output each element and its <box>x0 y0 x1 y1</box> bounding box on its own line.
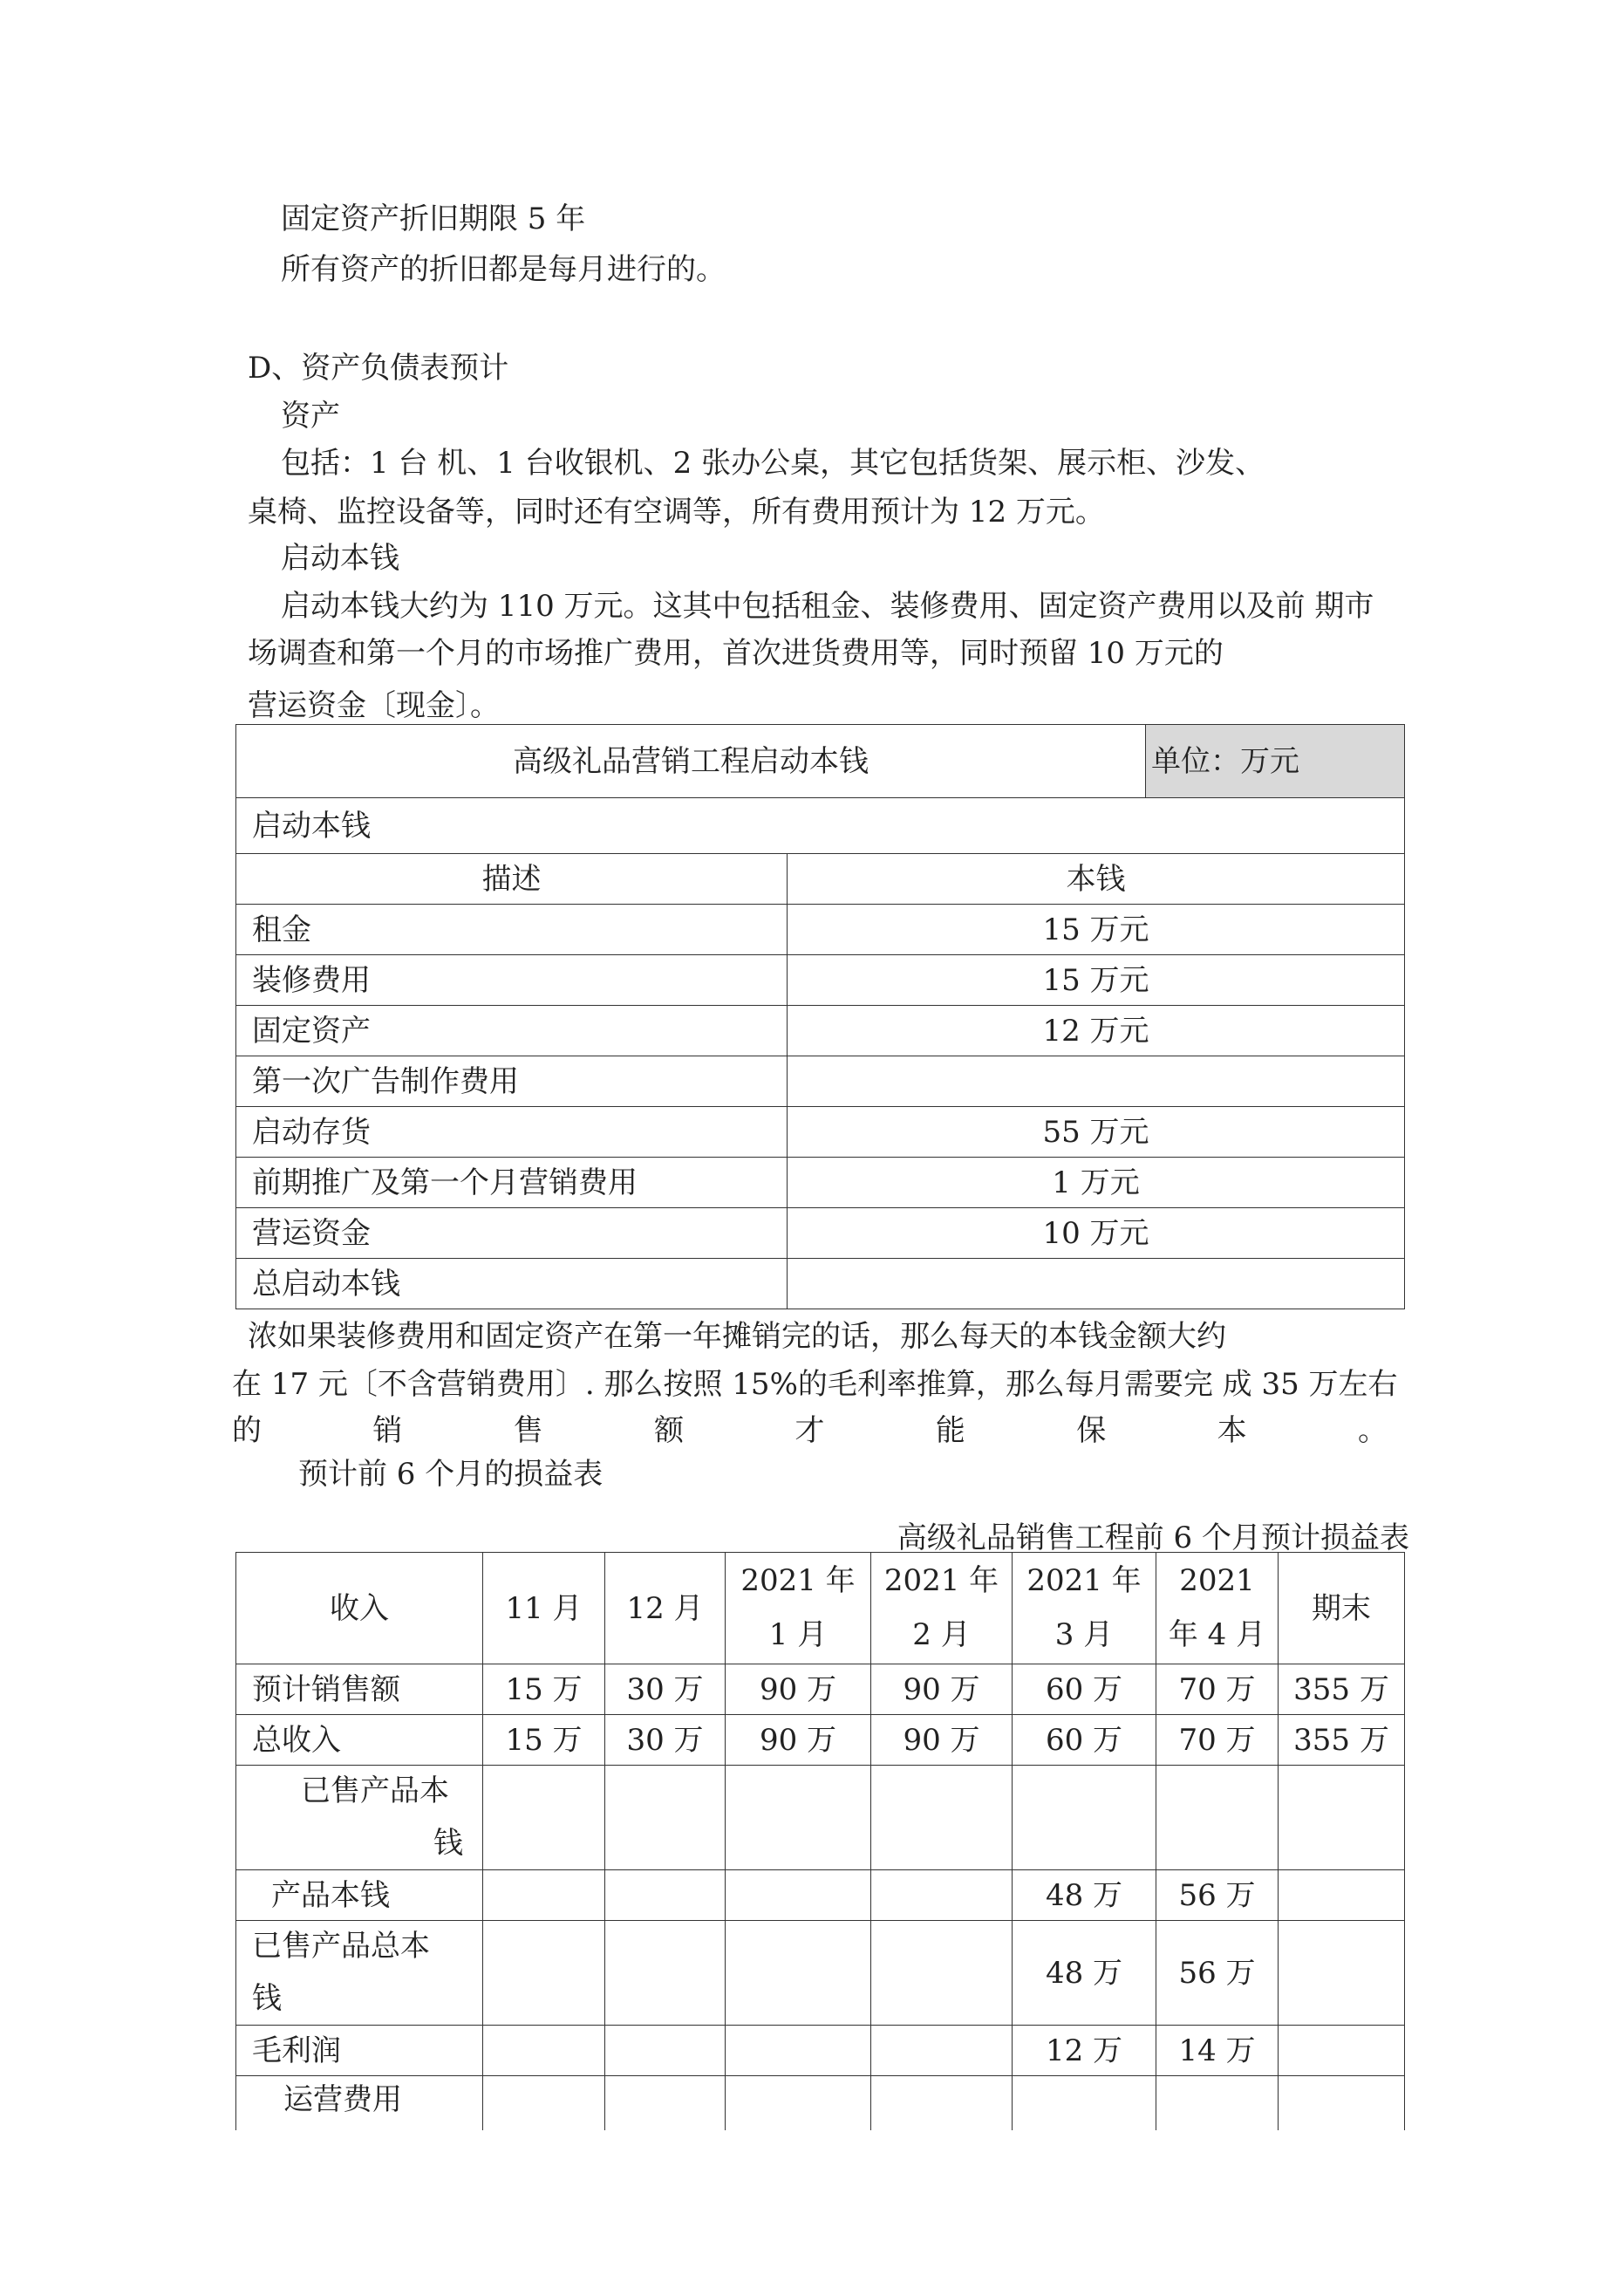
table-row <box>236 1006 1405 1056</box>
cell: 355 万 <box>1279 1664 1405 1715</box>
row-label <box>236 1921 483 2026</box>
header-month-year: 2021 年 <box>740 1563 856 1599</box>
header-month-month: 1 月 <box>768 1616 828 1652</box>
column-header-cost: 本钱 <box>788 854 1405 905</box>
char: 售 <box>513 1413 543 1448</box>
cell: 56 万 <box>1156 1870 1279 1921</box>
row-desc: 前期推广及第一个月营销费用 <box>236 1158 788 1208</box>
row-label: 预计销售额 <box>236 1664 483 1715</box>
cell: 70 万 <box>1156 1664 1279 1715</box>
header-month <box>1156 1553 1279 1664</box>
row-label-line: 已售产品本 <box>301 1773 449 1808</box>
table-row <box>236 1107 1405 1158</box>
row-desc: 启动存货 <box>236 1107 788 1158</box>
text-startup-2: 场调查和第一个月的市场推广费用，首次进货费用等，同时预留 10 万元的 <box>248 636 1224 671</box>
header-month: 12 月 <box>605 1553 726 1664</box>
cell: 15 万 <box>483 1715 605 1766</box>
cell <box>726 2076 871 2130</box>
cell: 30 万 <box>605 1664 726 1715</box>
row-cost: 10 万元 <box>788 1208 1405 1259</box>
text-assets-2: 桌椅、监控设备等，同时还有空调等，所有费用预计为 12 万元。 <box>248 495 1105 530</box>
table-row <box>236 1766 1405 1870</box>
header-month-month: 3 月 <box>1054 1616 1114 1652</box>
header-month-year: 2021 年 <box>883 1563 999 1599</box>
text-monthly-depreciation: 所有资产的折旧都是每月进行的。 <box>281 252 726 287</box>
cell: 90 万 <box>871 1715 1013 1766</box>
cell <box>726 1870 871 1921</box>
row-cost: 1 万元 <box>788 1158 1405 1208</box>
text-startup-3: 营运资金〔现金〕。 <box>248 688 500 723</box>
row-label-line: 钱 <box>433 1825 463 1861</box>
text-depreciation-period: 固定资产折旧期限 5 年 <box>281 202 586 236</box>
table-row <box>236 1259 1405 1309</box>
table-row <box>236 1870 1405 1921</box>
cell <box>726 2026 871 2076</box>
cell: 48 万 <box>1013 1870 1156 1921</box>
table-row <box>236 1158 1405 1208</box>
char: 销 <box>372 1413 403 1448</box>
cell: 12 万 <box>1013 2026 1156 2076</box>
row-label-line: 钱 <box>252 1980 282 2016</box>
row-label: 运营费用 <box>236 2076 483 2130</box>
row-desc: 固定资产 <box>236 1006 788 1056</box>
char: 本 <box>1217 1413 1247 1448</box>
cell <box>871 1870 1013 1921</box>
row-cost: 55 万元 <box>788 1107 1405 1158</box>
header-month <box>1013 1553 1156 1664</box>
header-month-year: 2021 年 <box>1026 1563 1142 1599</box>
section-heading-d: D、资产负债表预计 <box>248 351 509 386</box>
table-row <box>236 955 1405 1006</box>
pl-table <box>235 1552 1405 2130</box>
table-row <box>236 2076 1405 2130</box>
cell <box>483 1766 605 1870</box>
header-month-month: 年 4 月 <box>1168 1616 1266 1652</box>
cell: 30 万 <box>605 1715 726 1766</box>
row-desc: 装修费用 <box>236 955 788 1006</box>
startup-cost-table <box>235 724 1405 1309</box>
cell <box>1013 1766 1156 1870</box>
char: 保 <box>1076 1413 1107 1448</box>
char: 的 <box>232 1413 262 1448</box>
row-cost <box>788 1259 1405 1309</box>
row-cost: 15 万元 <box>788 955 1405 1006</box>
cell <box>1279 2026 1405 2076</box>
cell <box>871 1766 1013 1870</box>
cell: 14 万 <box>1156 2026 1279 2076</box>
cell <box>483 1921 605 2026</box>
char: 。 <box>1358 1413 1388 1448</box>
cell <box>871 2076 1013 2130</box>
text-after-table-2: 在 17 元〔不含营销费用〕. 那么按照 15%的毛利率推算，那么每月需要完 成 35 万左右 <box>232 1367 1398 1402</box>
table-row <box>236 1715 1405 1766</box>
table-row <box>236 905 1405 955</box>
table-row <box>236 1664 1405 1715</box>
text-assets-1: 包括：1 台 机、1 台收银机、2 张办公桌，其它包括货架、展示柜、沙发、 <box>281 446 1265 481</box>
label-startup-cost: 启动本钱 <box>281 541 399 576</box>
startup-table-section: 启动本钱 <box>236 798 1405 854</box>
cell: 90 万 <box>726 1664 871 1715</box>
cell: 60 万 <box>1013 1715 1156 1766</box>
text-after-table-1: 浓如果装修费用和固定资产在第一年摊销完的话，那么每天的本钱金额大约 <box>248 1319 1226 1354</box>
header-month <box>871 1553 1013 1664</box>
row-label: 产品本钱 <box>236 1870 483 1921</box>
cell <box>605 2026 726 2076</box>
cell <box>1279 1870 1405 1921</box>
cell: 90 万 <box>871 1664 1013 1715</box>
cell <box>1279 1766 1405 1870</box>
cell <box>871 2026 1013 2076</box>
header-income: 收入 <box>236 1553 483 1664</box>
cell <box>605 1766 726 1870</box>
header-month: 11 月 <box>483 1553 605 1664</box>
cell <box>605 2076 726 2130</box>
cell <box>483 2076 605 2130</box>
table-row <box>236 1921 1405 2026</box>
row-label: 总收入 <box>236 1715 483 1766</box>
cell <box>726 1766 871 1870</box>
text-after-table-3 <box>232 1413 1388 1448</box>
row-cost: 12 万元 <box>788 1006 1405 1056</box>
header-month-month: 2 月 <box>912 1616 971 1652</box>
row-cost <box>788 1056 1405 1107</box>
cell <box>605 1921 726 2026</box>
row-label <box>236 1766 483 1870</box>
row-desc: 第一次广告制作费用 <box>236 1056 788 1107</box>
text-pl-intro: 预计前 6 个月的损益表 <box>298 1457 604 1492</box>
header-month <box>726 1553 871 1664</box>
cell <box>483 2026 605 2076</box>
cell: 355 万 <box>1279 1715 1405 1766</box>
cell: 56 万 <box>1156 1921 1279 2026</box>
char: 才 <box>794 1413 825 1448</box>
cell <box>1156 1766 1279 1870</box>
row-label-line: 已售产品总本 <box>252 1929 430 1964</box>
cell <box>605 1870 726 1921</box>
header-month-year: 2021 <box>1179 1563 1255 1599</box>
startup-table-unit: 单位：万元 <box>1146 725 1405 798</box>
cell <box>871 1921 1013 2026</box>
cell <box>1279 1921 1405 2026</box>
header-end: 期末 <box>1279 1553 1405 1664</box>
row-desc: 总启动本钱 <box>236 1259 788 1309</box>
char: 能 <box>935 1413 965 1448</box>
row-desc: 租金 <box>236 905 788 955</box>
text-startup-1: 启动本钱大约为 110 万元。这其中包括租金、装修费用、固定资产费用以及前 期市 <box>281 589 1374 624</box>
table-header-row <box>236 1553 1405 1664</box>
row-label: 毛利润 <box>236 2026 483 2076</box>
row-cost: 15 万元 <box>788 905 1405 955</box>
cell <box>1279 2076 1405 2130</box>
column-header-desc: 描述 <box>236 854 788 905</box>
cell <box>726 1921 871 2026</box>
cell: 90 万 <box>726 1715 871 1766</box>
cell: 15 万 <box>483 1664 605 1715</box>
label-assets: 资产 <box>281 399 340 434</box>
table-row <box>236 1208 1405 1259</box>
pl-table-caption: 高级礼品销售工程前 6 个月预计损益表 <box>897 1520 1409 1555</box>
cell <box>1013 2076 1156 2130</box>
cell: 48 万 <box>1013 1921 1156 2026</box>
cell <box>1156 2076 1279 2130</box>
cell <box>483 1870 605 1921</box>
startup-table-title: 高级礼品营销工程启动本钱 <box>236 725 1146 798</box>
table-row <box>236 1056 1405 1107</box>
cell: 60 万 <box>1013 1664 1156 1715</box>
char: 额 <box>654 1413 685 1448</box>
cell: 70 万 <box>1156 1715 1279 1766</box>
table-row <box>236 2026 1405 2076</box>
row-desc: 营运资金 <box>236 1208 788 1259</box>
